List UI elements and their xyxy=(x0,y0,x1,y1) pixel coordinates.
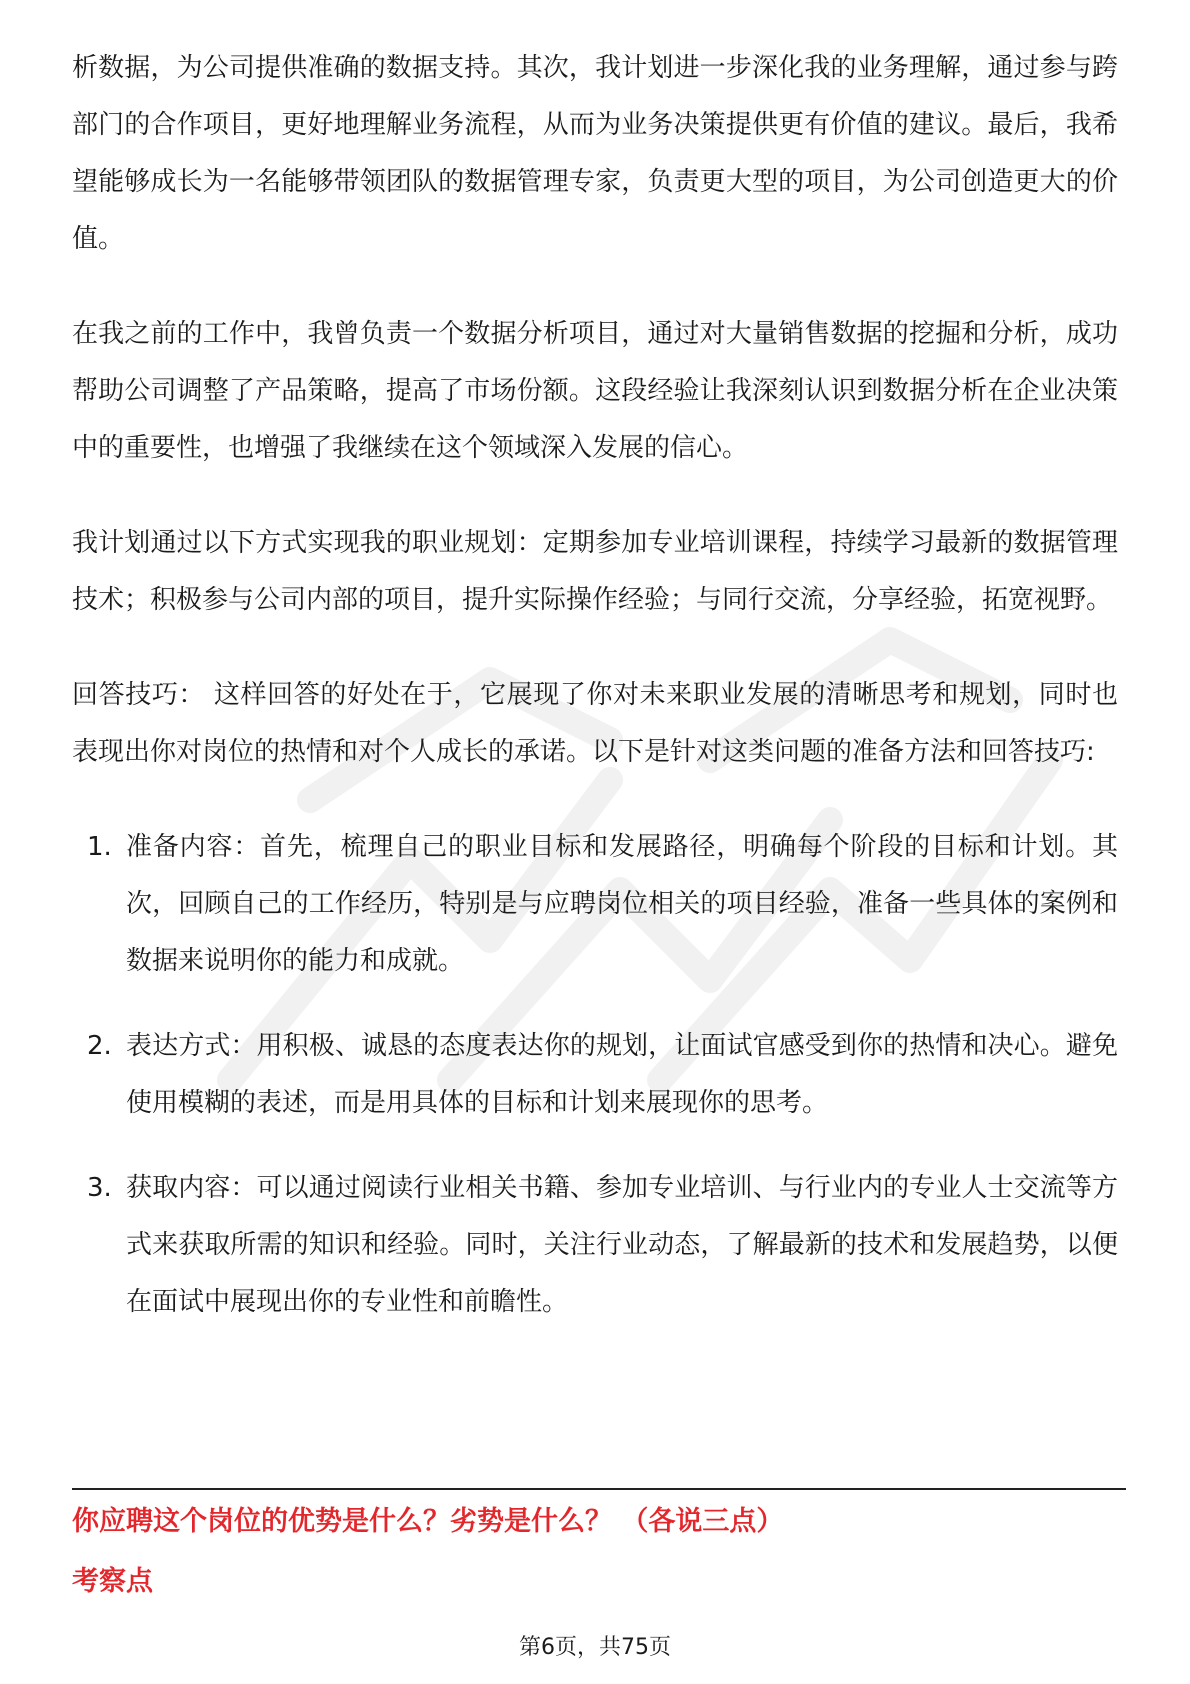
body-paragraph: 在我之前的工作中，我曾负责一个数据分析项目，通过对大量销售数据的挖掘和分析，成功帮助公司调整了产品策略，提高了市场份额。这段经验让我深刻认识到数据分析在企业决策中的重要性，也增强了我继续在这个领域深入发展的信心。 xyxy=(72,319,1118,463)
question-heading: 你应聘这个岗位的优势是什么？劣势是什么？ （各说三点） xyxy=(72,1506,784,1537)
list-item xyxy=(72,819,1118,990)
tips-list xyxy=(72,819,1118,1331)
list-item-text: 获取内容：可以通过阅读行业相关书籍、参加专业培训、与行业内的专业人士交流等方式来获取所需的知识和经验。同时，关注行业动态，了解最新的技术和发展趋势，以便在面试中展现出你的专业性和前瞻性。 xyxy=(126,1173,1118,1317)
list-item-text: 准备内容：首先，梳理自己的职业目标和发展路径，明确每个阶段的目标和计划。其次，回顾自己的工作经历，特别是与应聘岗位相关的项目经验，准备一些具体的案例和数据来说明你的能力和成就。 xyxy=(126,832,1118,976)
page-number: 第6页，共75页 xyxy=(519,1635,671,1660)
body-paragraph: 我计划通过以下方式实现我的职业规划：定期参加专业培训课程，持续学习最新的数据管理技术；积极参与公司内部的项目，提升实际操作经验；与同行交流，分享经验，拓宽视野。 xyxy=(72,528,1118,615)
list-item xyxy=(72,1018,1118,1132)
list-item-text: 表达方式：用积极、诚恳的态度表达你的规划，让面试官感受到你的热情和决心。避免使用模糊的表述，而是用具体的目标和计划来展现你的思考。 xyxy=(126,1031,1118,1118)
section-divider xyxy=(72,1488,1126,1490)
body-paragraph: 析数据，为公司提供准确的数据支持。其次，我计划进一步深化我的业务理解，通过参与跨部门的合作项目，更好地理解业务流程，从而为业务决策提供更有价值的建议。最后，我希望能够成长为一名能够带领团队的数据管理专家，负责更大型的项目，为公司创造更大的价值。 xyxy=(72,53,1118,254)
section-label: 考察点 xyxy=(72,1566,153,1597)
list-item-number: 1. xyxy=(87,832,112,862)
tips-intro: 回答技巧： 这样回答的好处在于，它展现了你对未来职业发展的清晰思考和规划，同时也表现出你对岗位的热情和对个人成长的承诺。以下是针对这类问题的准备方法和回答技巧: xyxy=(72,680,1118,767)
list-item-number: 3. xyxy=(87,1173,112,1203)
list-item xyxy=(72,1160,1118,1331)
list-item-number: 2. xyxy=(87,1031,112,1061)
document-body xyxy=(72,40,1118,1359)
